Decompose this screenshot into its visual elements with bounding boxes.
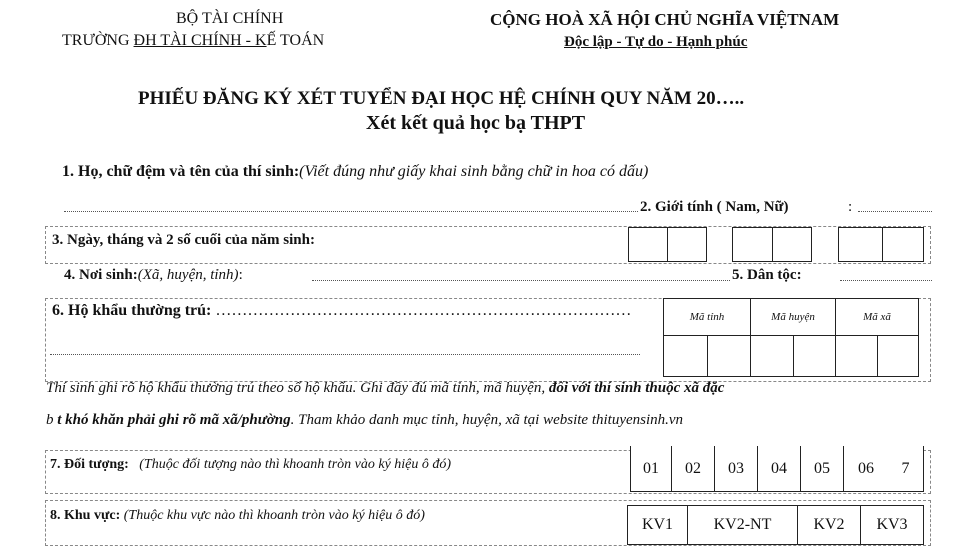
commune-code-header: Mã xã	[835, 298, 919, 336]
target-option-07[interactable]: 7	[888, 446, 924, 492]
fullname-hint: (Viết đúng như giấy khai sinh bằng chữ in hoa có dấu)	[299, 163, 649, 180]
fullname-line[interactable]	[64, 211, 638, 212]
province-code-header: Mã tỉnh	[663, 298, 751, 336]
district-code-header: Mã huyện	[750, 298, 836, 336]
form-title: PHIẾU ĐĂNG KÝ XÉT TUYỂN ĐẠI HỌC HỆ CHÍNH QUY NĂM 20…..	[138, 88, 745, 109]
target-option-05[interactable]: 05	[800, 446, 844, 492]
target-label-text: 7. Đối tượng:	[50, 457, 129, 472]
residence-line-2[interactable]	[50, 354, 640, 355]
note-line-1-text: Thí sinh ghi rõ hộ khẩu thường trú theo sổ hộ khẩu. Ghi đầy đủ mã tỉnh, mã huyện,	[46, 380, 549, 396]
birthplace-line[interactable]	[312, 280, 730, 281]
dob-year-2[interactable]	[882, 227, 924, 262]
ethnicity-line[interactable]	[840, 280, 932, 281]
birthplace-colon: :	[238, 267, 243, 283]
target-option-04[interactable]: 04	[757, 446, 801, 492]
target-option-03[interactable]: 03	[714, 446, 758, 492]
note-line-2-end: . Tham khảo danh mục tỉnh, huyện, xã tại website thituyensinh.vn	[290, 412, 684, 428]
note-line-1	[46, 380, 724, 397]
target-option-01[interactable]: 01	[630, 446, 672, 492]
residence-dots: ……………………………………………………………………	[215, 302, 632, 319]
target-option-02[interactable]: 02	[671, 446, 715, 492]
birthplace-label-text: 4. Nơi sinh:	[64, 267, 138, 283]
note-line-2-bold: t khó khăn phải ghi rõ mã xã/phường	[57, 412, 291, 428]
fullname-label	[62, 163, 648, 181]
gender-label: 2. Giới tính ( Nam, Nữ)	[640, 199, 789, 215]
area-option-kv1[interactable]: KV1	[627, 505, 688, 545]
national-title: CỘNG HOÀ XÃ HỘI CHỦ NGHĨA VIỆTNAM	[490, 10, 840, 29]
university-prefix: TRƯỜNG	[62, 32, 134, 49]
target-label	[50, 457, 451, 473]
target-option-06[interactable]: 06	[843, 446, 889, 492]
dob-label: 3. Ngày, tháng và 2 số cuối của năm sinh:	[52, 232, 315, 248]
university-suffix: Ế TOÁN	[266, 32, 325, 49]
area-label-text: 8. Khu vực:	[50, 508, 121, 523]
fullname-label-text: 1. Họ, chữ đệm và tên của thí sinh:	[62, 163, 300, 180]
province-code-1[interactable]	[663, 335, 708, 377]
district-code-1[interactable]	[750, 335, 794, 377]
note-line-2-start: b	[46, 412, 58, 428]
national-motto: Độc lập - Tự do - Hạnh phúc	[564, 34, 748, 50]
birthplace-hint: (Xã, huyện, tỉnh)	[137, 267, 239, 283]
dob-year-1[interactable]	[838, 227, 883, 262]
area-hint: (Thuộc khu vực nào thì khoanh tròn vào ký hiệu ô đó)	[123, 508, 425, 523]
dob-day-1[interactable]	[628, 227, 668, 262]
gender-line[interactable]	[858, 211, 932, 212]
dob-month-1[interactable]	[732, 227, 773, 262]
note-line-2	[46, 412, 683, 429]
area-option-kv3[interactable]: KV3	[860, 505, 924, 545]
residence-label	[52, 302, 631, 320]
university-underlined: ĐH TÀI CHÍNH - K	[133, 32, 267, 49]
commune-code-2[interactable]	[877, 335, 919, 377]
target-hint: (Thuộc đối tượng nào thì khoanh tròn vào ký hiệu ô đó)	[139, 457, 452, 472]
area-option-kv2[interactable]: KV2	[797, 505, 861, 545]
ethnicity-label: 5. Dân tộc:	[732, 267, 802, 283]
commune-code-1[interactable]	[835, 335, 878, 377]
form-subtitle: Xét kết quả học bạ THPT	[366, 112, 586, 134]
birthplace-label	[64, 267, 243, 284]
dob-day-2[interactable]	[667, 227, 707, 262]
district-code-2[interactable]	[793, 335, 836, 377]
university-name	[62, 32, 324, 50]
dob-month-2[interactable]	[772, 227, 812, 262]
area-option-kv2-nt[interactable]: KV2-NT	[687, 505, 798, 545]
area-label	[50, 508, 425, 524]
residence-label-text: 6. Hộ khẩu thường trú:	[52, 302, 212, 319]
note-line-1-bold: đối với thí sinh thuộc xã đặc	[548, 380, 725, 396]
province-code-2[interactable]	[707, 335, 751, 377]
gender-colon: :	[848, 199, 853, 215]
ministry-name: BỘ TÀI CHÍNH	[176, 10, 284, 27]
